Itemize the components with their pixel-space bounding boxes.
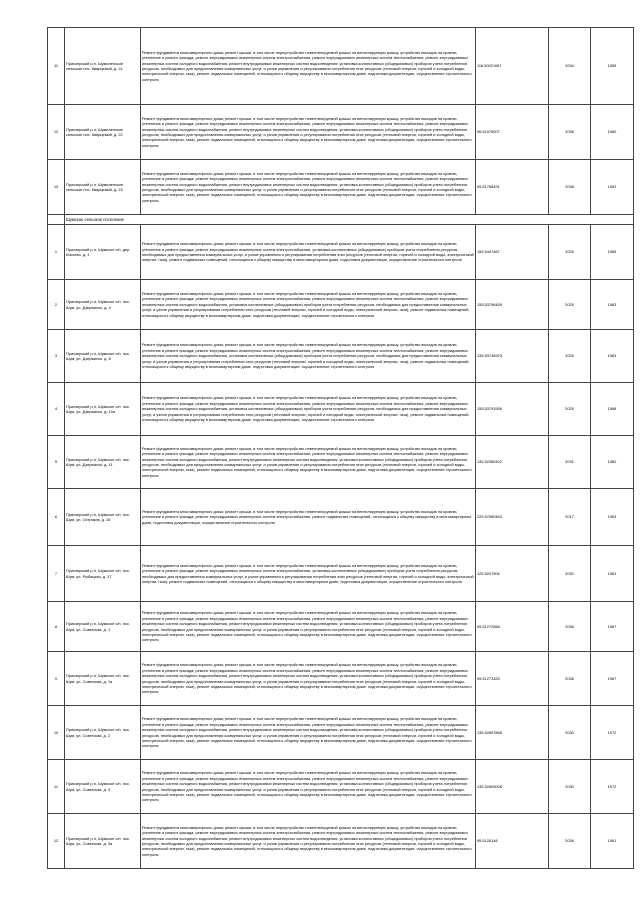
table-row [48, 160, 634, 215]
address-cell: Приозерский р-н, Шумское с/п, пос. Шум, ул. Советская, д. 1 [65, 602, 141, 652]
address-cell: Приозерский р-н, Шумиленское сельское пос. Кварцевый, д. 22 [65, 105, 141, 160]
address-cell: Приозерский р-н, Шумское с/п, пос. Шум, ул. Советская, д. 2 [65, 706, 141, 760]
build-year-cell: 1961 [591, 814, 634, 869]
address-cell: Приозерский р-н, Шумиленское сельское пос. Кварцевый, д. 21 [65, 28, 141, 105]
planned-year-cell: 2025 [549, 330, 591, 383]
cadastral-value-cell: 95.51273325 [476, 652, 549, 706]
works-cell: Ремонт фундамента многоквартирного дома; ремонт крыши, в том числе переустройство невентилируемой крыши на вентилируемую крышу, устройство выходов на кровлю, утепление и ремонт фасада; ремонт внутридомовых инженерных систем электроснабжения, ремонт внутридомовых инженерных систем теплоснабжения, ремонт внутридомовых инженерных систем холодного водоснабжения, ремонт внутридомовых инженерных систем водоотведения, установка коллективных (общедомовых) приборов учета потребления ресурсов, необходимых для предоставления коммунальных услуг, и узлов управления и регулирования потребления этих ресурсов (тепловой энергии, горячей и холодной воды, электрической энергии, газа), ремонт подвальных помещений, относящихся к общему имуществу в многоквартирном доме, подготовка документации, осуществление строительного контроля [141, 652, 476, 706]
build-year-cell: 1981 [591, 546, 634, 602]
planned-year-cell: 2036 [549, 602, 591, 652]
cadastral-value-cell: 116.50021067 [476, 28, 549, 105]
row-number: 13 [48, 160, 65, 215]
table-row [48, 225, 634, 280]
works-cell: Ремонт фундамента многоквартирного дома; ремонт крыши, в том числе переустройство невентилируемой крыши на вентилируемую крышу, устройство выходов на кровлю, утепление и ремонт фасада; ремонт внутридомовых инженерных систем электроснабжения, ремонт внутридомовых инженерных систем теплоснабжения, ремонт внутридомовых инженерных систем холодного водоснабжения, ремонт внутридомовых инженерных систем водоотведения, установка коллективных (общедомовых) приборов учета потребления ресурсов, необходимых для предоставления коммунальных услуг, и узлов управления и регулирования потребления этих ресурсов (тепловой энергии, горячей и холодной воды, электрической энергии, газа), ремонт подвальных помещений, относящихся к общему имуществу в многоквартирном доме, подготовка документации, осуществление строительного контроля [141, 706, 476, 760]
row-number: 4 [48, 383, 65, 436]
planned-year-cell: 2036 [549, 652, 591, 706]
address-cell: Приозерский р-н, Шумиленское сельское пос. Кварцевый, д. 23 [65, 160, 141, 215]
works-cell: Ремонт фундамента многоквартирного дома; ремонт крыши, в том числе переустройство невентилируемой крыши на вентилируемую крышу, устройство выходов на кровлю, утепление и ремонт фасада; ремонт внутридомовых инженерных систем электроснабжения, ремонт внутридомовых инженерных систем теплоснабжения, ремонт внутридомовых инженерных систем холодного водоснабжения, ремонт внутридомовых инженерных систем водоотведения, установка коллективных (общедомовых) приборов учета потребления ресурсов, необходимых для предоставления коммунальных услуг, и узлов управления и регулирования потребления этих ресурсов (тепловой энергии, горячей и холодной воды, электрической энергии, газа), ремонт подвальных помещений, относящихся к общему имуществу в многоквартирном доме, подготовка документации, осуществление строительного контроля [141, 28, 476, 105]
address-cell: Приозерский р-н, Шумское с/п, пос. Шум, ул. Остряков, д. 16 [65, 489, 141, 546]
build-year-cell: 1963 [591, 280, 634, 330]
table-row [48, 602, 634, 652]
address-cell: Приозерский р-н, Шумское с/п, пос. Шум, ул. Дзержинск, д. 10а [65, 383, 141, 436]
works-cell: Ремонт фундамента многоквартирного дома; ремонт крыши, в том числе переустройство невентилируемой крыши на вентилируемую крышу, устройство выходов на кровлю, утепление и ремонт фасада; ремонт внутридомовых инженерных систем электроснабжения, ремонт внутридомовых инженерных систем теплоснабжения, ремонт внутридомовых инженерных систем холодного водоснабжения, ремонт внутридомовых инженерных систем водоотведения, установка коллективных (общедомовых) приборов учета потребления ресурсов, необходимых для предоставления коммунальных услуг, и узлов управления и регулирования потребления этих ресурсов (тепловой энергии, горячей и холодной воды, электрической энергии, газа), ремонт подвальных помещений, относящихся к общему имуществу в многоквартирном доме, подготовка документации, осуществление строительного контроля [141, 814, 476, 869]
works-cell: Ремонт фундамента многоквартирного дома; ремонт крыши, в том числе переустройство невентилируемой крыши на вентилируемую крышу, устройство выходов на кровлю, утепление и ремонт фасада; ремонт внутридомовых инженерных систем электроснабжения, ремонт внутридомовых инженерных систем теплоснабжения, ремонт внутридомовых инженерных систем холодного водоснабжения, ремонт внутридомовых инженерных систем водоотведения, установка коллективных (общедомовых) приборов учета потребления ресурсов, необходимых для предоставления коммунальных услуг, и узлов управления и регулирования потребления этих ресурсов (тепловой энергии, горячей и холодной воды, электрической энергии, газа), ремонт подвальных помещений, относящихся к общему имуществу в многоквартирном доме, подготовка документации, осуществление строительного контроля [141, 602, 476, 652]
works-cell: Ремонт фундамента многоквартирного дома; ремонт крыши, в том числе переустройство невентилируемой крыши на вентилируемую крышу, устройство выходов на кровлю, утепление и ремонт фасада; ремонт внутридомовых инженерных систем электроснабжения, ремонт внутридомовых инженерных систем теплоснабжения, ремонт внутридомовых инженерных систем холодного водоснабжения, ремонт внутридомовых инженерных систем водоотведения, установка коллективных (общедомовых) приборов учета потребления ресурсов, необходимых для предоставления коммунальных услуг, и узлов управления и регулирования потребления этих ресурсов (тепловой энергии, горячей и холодной воды, электрической энергии, газа), ремонт подвальных помещений, относящихся к общему имуществу в многоквартирном доме, подготовка документации, осуществление строительного контроля [141, 760, 476, 814]
planned-year-cell: 2030 [549, 706, 591, 760]
capital-repair-table [47, 27, 634, 869]
section-number-cell [48, 215, 65, 225]
build-year-cell: 1960 [591, 436, 634, 489]
address-cell: Приозерский р-н, Шумское с/п, пос. Шум, ул. Советская, д. 3а [65, 814, 141, 869]
address-cell: Приозерский р-н, Шумское с/п, пос. Шум, ул. Дзержинск, д. 11 [65, 436, 141, 489]
build-year-cell: 1972 [591, 706, 634, 760]
cadastral-value-cell: 155.5447467 [476, 225, 549, 280]
section-header-row [48, 215, 634, 225]
planned-year-cell: 2025 [549, 280, 591, 330]
planned-year-cell: 2036 [549, 105, 591, 160]
planned-year-cell: 2036 [549, 814, 591, 869]
table-row [48, 652, 634, 706]
row-number: 6 [48, 489, 65, 546]
table-row [48, 760, 634, 814]
table-row [48, 105, 634, 160]
works-cell: Ремонт фундамента многоквартирного дома; ремонт крыши, в том числе переустройство невентилируемой крыши на вентилируемую крышу, устройство выходов на кровлю, утепление и ремонт фасада; ремонт внутридомовых инженерных систем электроснабжения, ремонт внутридомовых инженерных систем теплоснабжения, ремонт внутридомовых инженерных систем холодного водоснабжения, ремонт внутридомовых инженерных систем водоотведения, установка коллективных (общедомовых) приборов учета потребления ресурсов, необходимых для предоставления коммунальных услуг, и узлов управления и регулирования потребления этих ресурсов (тепловой энергии, горячей и холодной воды, электрической энергии, газа), ремонт подвальных помещений, относящихся к общему имуществу в многоквартирном доме, подготовка документации, осуществление строительного контроля [141, 160, 476, 215]
works-cell: Ремонт фундамента многоквартирного дома; ремонт крыши, в том числе переустройство невентилируемой крыши на вентилируемую крышу, устройство выходов на кровлю, утепление и ремонт фасада; ремонт внутридомовых инженерных систем электроснабжения, ремонт внутридомовых инженерных систем теплоснабжения, ремонт внутридомовых инженерных систем холодного водоснабжения, установка коллективных (общедомовых) приборов учета потребления ресурсов, необходимых для предоставления коммунальных услуг, и узлов управления и регулирования потребления этих ресурсов (тепловой энергии, горячей и холодной воды, электрической энергии, газа), ремонт подвальных помещений, относящихся к общему имуществу в многоквартирном доме, подготовка документации, осуществление строительного контроля [141, 280, 476, 330]
cadastral-value-cell: 96.51075007 [476, 105, 549, 160]
cadastral-value-cell: 135.52809008 [476, 760, 549, 814]
address-cell: Приозерский р-н, Шумское с/п, пос. Шум, ул. Дзержинск, д. 8 [65, 330, 141, 383]
works-cell: Ремонт фундамента многоквартирного дома; ремонт крыши, в том числе переустройство невентилируемой крыши на вентилируемую крышу, устройство выходов на кровлю, утепление и ремонт фасада; ремонт внутридомовых инженерных систем электроснабжения, ремонт внутридомовых инженерных систем теплоснабжения, ремонт внутридомовых инженерных систем холодного водоснабжения, ремонт внутридомовых инженерных систем водоотведения, установка коллективных (общедомовых) приборов учета потребления ресурсов, необходимых для предоставления коммунальных услуг, и узлов управления и регулирования потребления этих ресурсов (тепловой энергии, горячей и холодной воды, электрической энергии, газа), ремонт подвальных помещений, относящихся к общему имуществу в многоквартирном доме, подготовка документации, осуществление строительного контроля [141, 105, 476, 160]
cadastral-value-cell: 95.51272568 [476, 602, 549, 652]
build-year-cell: 1985 [591, 28, 634, 105]
section-title: Шумское сельское поселение [65, 215, 634, 225]
cadastral-value-cell: 155.53791556 [476, 383, 549, 436]
planned-year-cell: 2025 [549, 225, 591, 280]
row-number: 12 [48, 105, 65, 160]
planned-year-cell: 2031 [549, 436, 591, 489]
cadastral-value-cell: 95.51768491 [476, 160, 549, 215]
build-year-cell: 1967 [591, 602, 634, 652]
cadastral-value-cell: 155.53796455 [476, 280, 549, 330]
row-number: 9 [48, 652, 65, 706]
planned-year-cell: 2025 [549, 383, 591, 436]
row-number: 12 [48, 814, 65, 869]
build-year-cell: 1967 [591, 652, 634, 706]
address-cell: Приозерский р-н, Шумское с/п, пос. Шум, ул. Дзержинск, д. 4 [65, 280, 141, 330]
table-body [48, 28, 634, 869]
cadastral-value-cell: 135.53746923 [476, 330, 549, 383]
table-row [48, 330, 634, 383]
address-cell: Приозерский р-н, Шумское с/п, пос. Шум, ул. Советская, д. 1а [65, 652, 141, 706]
table-row [48, 28, 634, 105]
table-row [48, 546, 634, 602]
works-cell: Ремонт фундамента многоквартирного дома; ремонт крыши, в том числе переустройство невентилируемой крыши на вентилируемую крышу, устройство выходов на кровлю, утепление и ремонт фасада; ремонт внутридомовых инженерных систем электроснабжения, ремонт подвальных помещений, относящихся к общему имуществу в многоквартирном доме, подготовка документации, осуществление строительного контроля [141, 489, 476, 546]
row-number: 5 [48, 436, 65, 489]
row-number: 11 [48, 760, 65, 814]
planned-year-cell: 2034 [549, 28, 591, 105]
cadastral-value-cell: 135.52380402 [476, 436, 549, 489]
table-row [48, 706, 634, 760]
cadastral-value-cell: 225.57080463 [476, 489, 549, 546]
table-row [48, 280, 634, 330]
works-cell: Ремонт фундамента многоквартирного дома; ремонт крыши, в том числе переустройство невентилируемой крыши на вентилируемую крышу, устройство выходов на кровлю, утепление и ремонт фасада; ремонт внутридомовых инженерных систем электроснабжения, ремонт внутридомовых инженерных систем теплоснабжения, ремонт внутридомовых инженерных систем холодного водоснабжения, ремонт внутридомовых инженерных систем водоотведения, установка коллективных (общедомовых) приборов учета потребления ресурсов, необходимых для предоставления коммунальных услуг, и узлов управления и регулирования потребления этих ресурсов (тепловой энергии, горячей и холодной воды, электрической энергии, газа), ремонт подвальных помещений, относящихся к общему имуществу в многоквартирном доме, подготовка документации, осуществление строительного контроля [141, 436, 476, 489]
works-cell: Ремонт фундамента многоквартирного дома; ремонт крыши, в том числе переустройство невентилируемой крыши на вентилируемую крышу, устройство выходов на кровлю, утепление и ремонт фасада; ремонт внутридомовых инженерных систем электроснабжения, установка коллективных (общедомовых) приборов учета потребления ресурсов, необходимых для предоставления коммунальных услуг, и узлов управления и регулирования потребления этих ресурсов (тепловой энергии, горячей и холодной воды, электрической энергии, газа), ремонт подвальных помещений, относящихся к общему имуществу в многоквартирном доме, подготовка документации, осуществление строительного контроля [141, 546, 476, 602]
row-number: 2 [48, 280, 65, 330]
cadastral-value-cell: 135.52897866 [476, 706, 549, 760]
planned-year-cell: 2017 [549, 489, 591, 546]
build-year-cell: 1960 [591, 105, 634, 160]
row-number: 8 [48, 602, 65, 652]
build-year-cell: 1962 [591, 160, 634, 215]
works-cell: Ремонт фундамента многоквартирного дома; ремонт крыши, в том числе переустройство невентилируемой крыши на вентилируемую крышу, устройство выходов на кровлю, утепление и ремонт фасада; ремонт внутридомовых инженерных систем электроснабжения, установка коллективных (общедомовых) приборов учета потребления ресурсов, необходимых для предоставления коммунальных услуг, и узлов управления и регулирования потребления этих ресурсов (тепловой энергии, горячей и холодной воды, электрической энергии, газа), ремонт подвальных помещений, относящихся к общему имуществу в многоквартирном доме, подготовка документации, осуществление строительного контроля [141, 225, 476, 280]
row-number: 10 [48, 706, 65, 760]
planned-year-cell: 2030 [549, 760, 591, 814]
build-year-cell: 1968 [591, 383, 634, 436]
table-row [48, 436, 634, 489]
build-year-cell: 1972 [591, 760, 634, 814]
build-year-cell: 1963 [591, 489, 634, 546]
planned-year-cell: 2038 [549, 160, 591, 215]
address-cell: Приозерский р-н, Шумское с/п, дер. Кокоево, д. 1 [65, 225, 141, 280]
works-cell: Ремонт фундамента многоквартирного дома; ремонт крыши, в том числе переустройство невентилируемой крыши на вентилируемую крышу, устройство выходов на кровлю, утепление и ремонт фасада; ремонт внутридомовых инженерных систем электроснабжения, ремонт внутридомовых инженерных систем теплоснабжения, ремонт внутридомовых инженерных систем холодного водоснабжения, установка коллективных (общедомовых) приборов учета потребления ресурсов, необходимых для предоставления коммунальных услуг, и узлов управления и регулирования потребления этих ресурсов (тепловой энергии, горячей и холодной воды, электрической энергии, газа), ремонт подвальных помещений, относящихся к общему имуществу в многоквартирном доме, подготовка документации, осуществление строительного контроля [141, 383, 476, 436]
table-row [48, 814, 634, 869]
row-number: 1 [48, 225, 65, 280]
table-row [48, 489, 634, 546]
row-number: 7 [48, 546, 65, 602]
build-year-cell: 1963 [591, 330, 634, 383]
cadastral-value-cell: 125.5207906 [476, 546, 549, 602]
table-row [48, 383, 634, 436]
cadastral-value-cell: 95.5126148 [476, 814, 549, 869]
row-number: 11 [48, 28, 65, 105]
address-cell: Приозерский р-н, Шумское с/п, пос. Шум, ул. Советская, д. 3 [65, 760, 141, 814]
build-year-cell: 1985 [591, 225, 634, 280]
row-number: 3 [48, 330, 65, 383]
works-cell: Ремонт фундамента многоквартирного дома; ремонт крыши, в том числе переустройство невентилируемой крыши на вентилируемую крышу, устройство выходов на кровлю, утепление и ремонт фасада; ремонт внутридомовых инженерных систем электроснабжения, ремонт внутридомовых инженерных систем теплоснабжения, ремонт внутридомовых инженерных систем холодного водоснабжения, установка коллективных (общедомовых) приборов учета потребления ресурсов, необходимых для предоставления коммунальных услуг, и узлов управления и регулирования потребления этих ресурсов (тепловой энергии, горячей и холодной воды, электрической энергии, газа), ремонт подвальных помещений, относящихся к общему имуществу в многоквартирном доме, подготовка документации, осуществление строительного контроля [141, 330, 476, 383]
address-cell: Приозерский р-н, Шумское с/п, пос. Шум, ул. Рыбацкая, д. 37 [65, 546, 141, 602]
planned-year-cell: 2032 [549, 546, 591, 602]
